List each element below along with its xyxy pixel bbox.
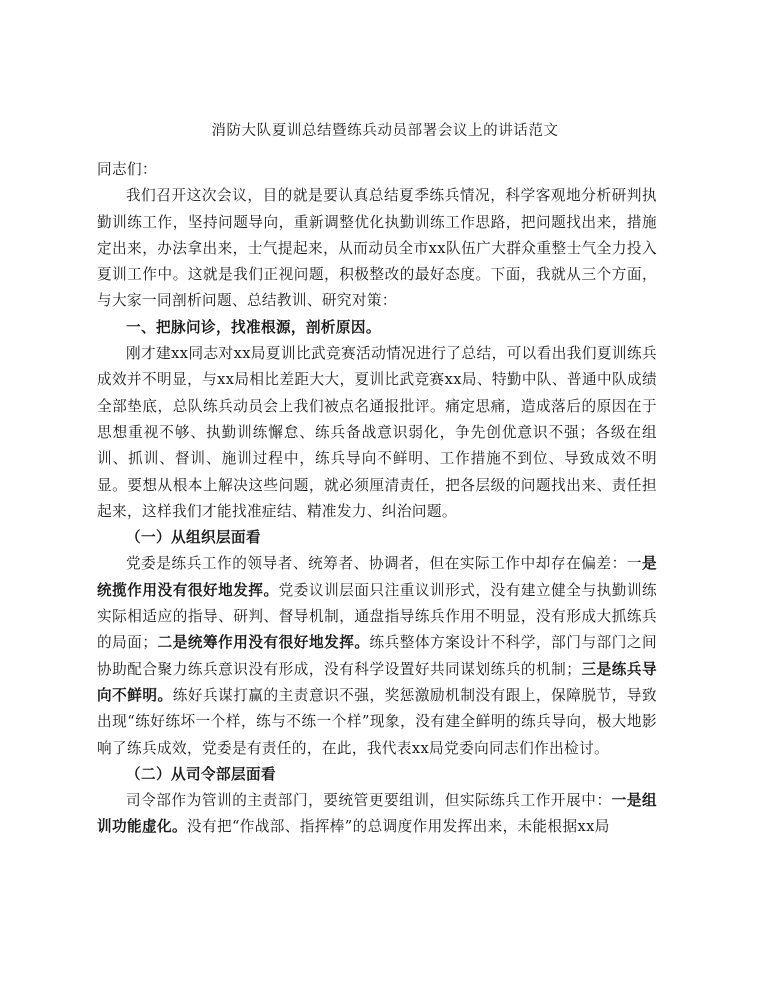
subsection-heading-2: （二）从司令部层面看 [126, 765, 276, 783]
document-title: 消防大队夏训总结暨练兵动员部署会议上的讲话范文 [211, 123, 559, 139]
subsection-2-paragraph [97, 788, 657, 841]
sub1-text-3: 练兵整体方案设计不科学，部门与部门之间协助配合聚力练兵意识没有形成，没有科学设置好共同谋划练兵的机制； [97, 634, 658, 678]
document-body [97, 157, 657, 841]
section-1-paragraph: 刚才建xx同志对xx局夏训比武竞赛活动情况进行了总结，可以看出我们夏训练兵成效并不明显，与xx局相比差距大大，夏训比武竞赛xx局、特勤中队、普通中队成绩全部垫底，总队练兵动员会上我们被点名通报批评。痛定思痛，造成落后的原因在于思想重视不够、执勤训练懈怠、练兵备战意识弱化，争先创优意识不强；各级在组训、抓训、督训、施训过程中，练兵导向不鲜明、工作措施不到位、导致成效不明显。要想从根本上解决这些问题，就必须厘清责任，把各层级的问题找出来、责任担起来，这样我们才能找准症结、精准发力、纠治问题。 [97, 345, 657, 520]
sub1-text-2: 党委议训层面只注重议训形式，没有建立健全与执勤训练实际相适应的指导、研判、督导机制，通盘指导练兵作用不明显，没有形成大抓练兵的局面； [97, 581, 657, 652]
section-heading-1: 一、把脉问诊，找准根源，剖析原因。 [126, 318, 381, 336]
intro-paragraph: 我们召开这次会议，目的就是要认真总结夏季练兵情况，科学客观地分析研判执勤训练工作，坚持问题导向，重新调整优化执勤训练工作思路，把问题找出来，措施定出来，办法拿出来，士气提起来，从而动员全市xx队伍广大群众重整士气全力投入夏训工作中。这就是我们正视问题，积极整改的最好态度。下面，我就从三个方面，与大家一同剖析问题、总结教训、研究对策： [97, 187, 657, 310]
sub1-bold-1: 是统揽作用没有很好地发挥。 [97, 555, 657, 599]
sub1-bold-2: 二是统筹作用没有很好地发挥。 [157, 634, 370, 652]
sub1-bold-3: 三是练兵导向不鲜明。 [97, 660, 657, 704]
subsection-heading-1: （一）从组织层面看 [126, 529, 261, 547]
sub2-text-1: 司令部作为管训的主责部门，要统管更要组训，但实际练兵工作开展中： [126, 792, 612, 810]
sub1-text-1: 党委是练兵工作的领导者、统筹者、协调者，但在实际工作中却存在偏差：一 [126, 555, 642, 573]
sub2-bold-1: 一是组训功能虚化。 [97, 792, 657, 836]
subsection-1-paragraph [97, 551, 657, 761]
sub2-text-2: 没有把“作战部、指挥棒”的总调度作用发挥出来，未能根据xx局 [186, 818, 610, 836]
sub1-text-4: 练好兵谋打赢的主责意识不强，奖惩激励机制没有跟上，保障脱节，导致出现“练好练坏一个样，练与不练一个样”现象，没有建全鲜明的练兵导向，极大地影响了练兵成效，党委是有责任的，在此，我代表xx局党委向同志们作出检讨。 [97, 686, 657, 757]
salutation: 同志们： [97, 161, 157, 178]
